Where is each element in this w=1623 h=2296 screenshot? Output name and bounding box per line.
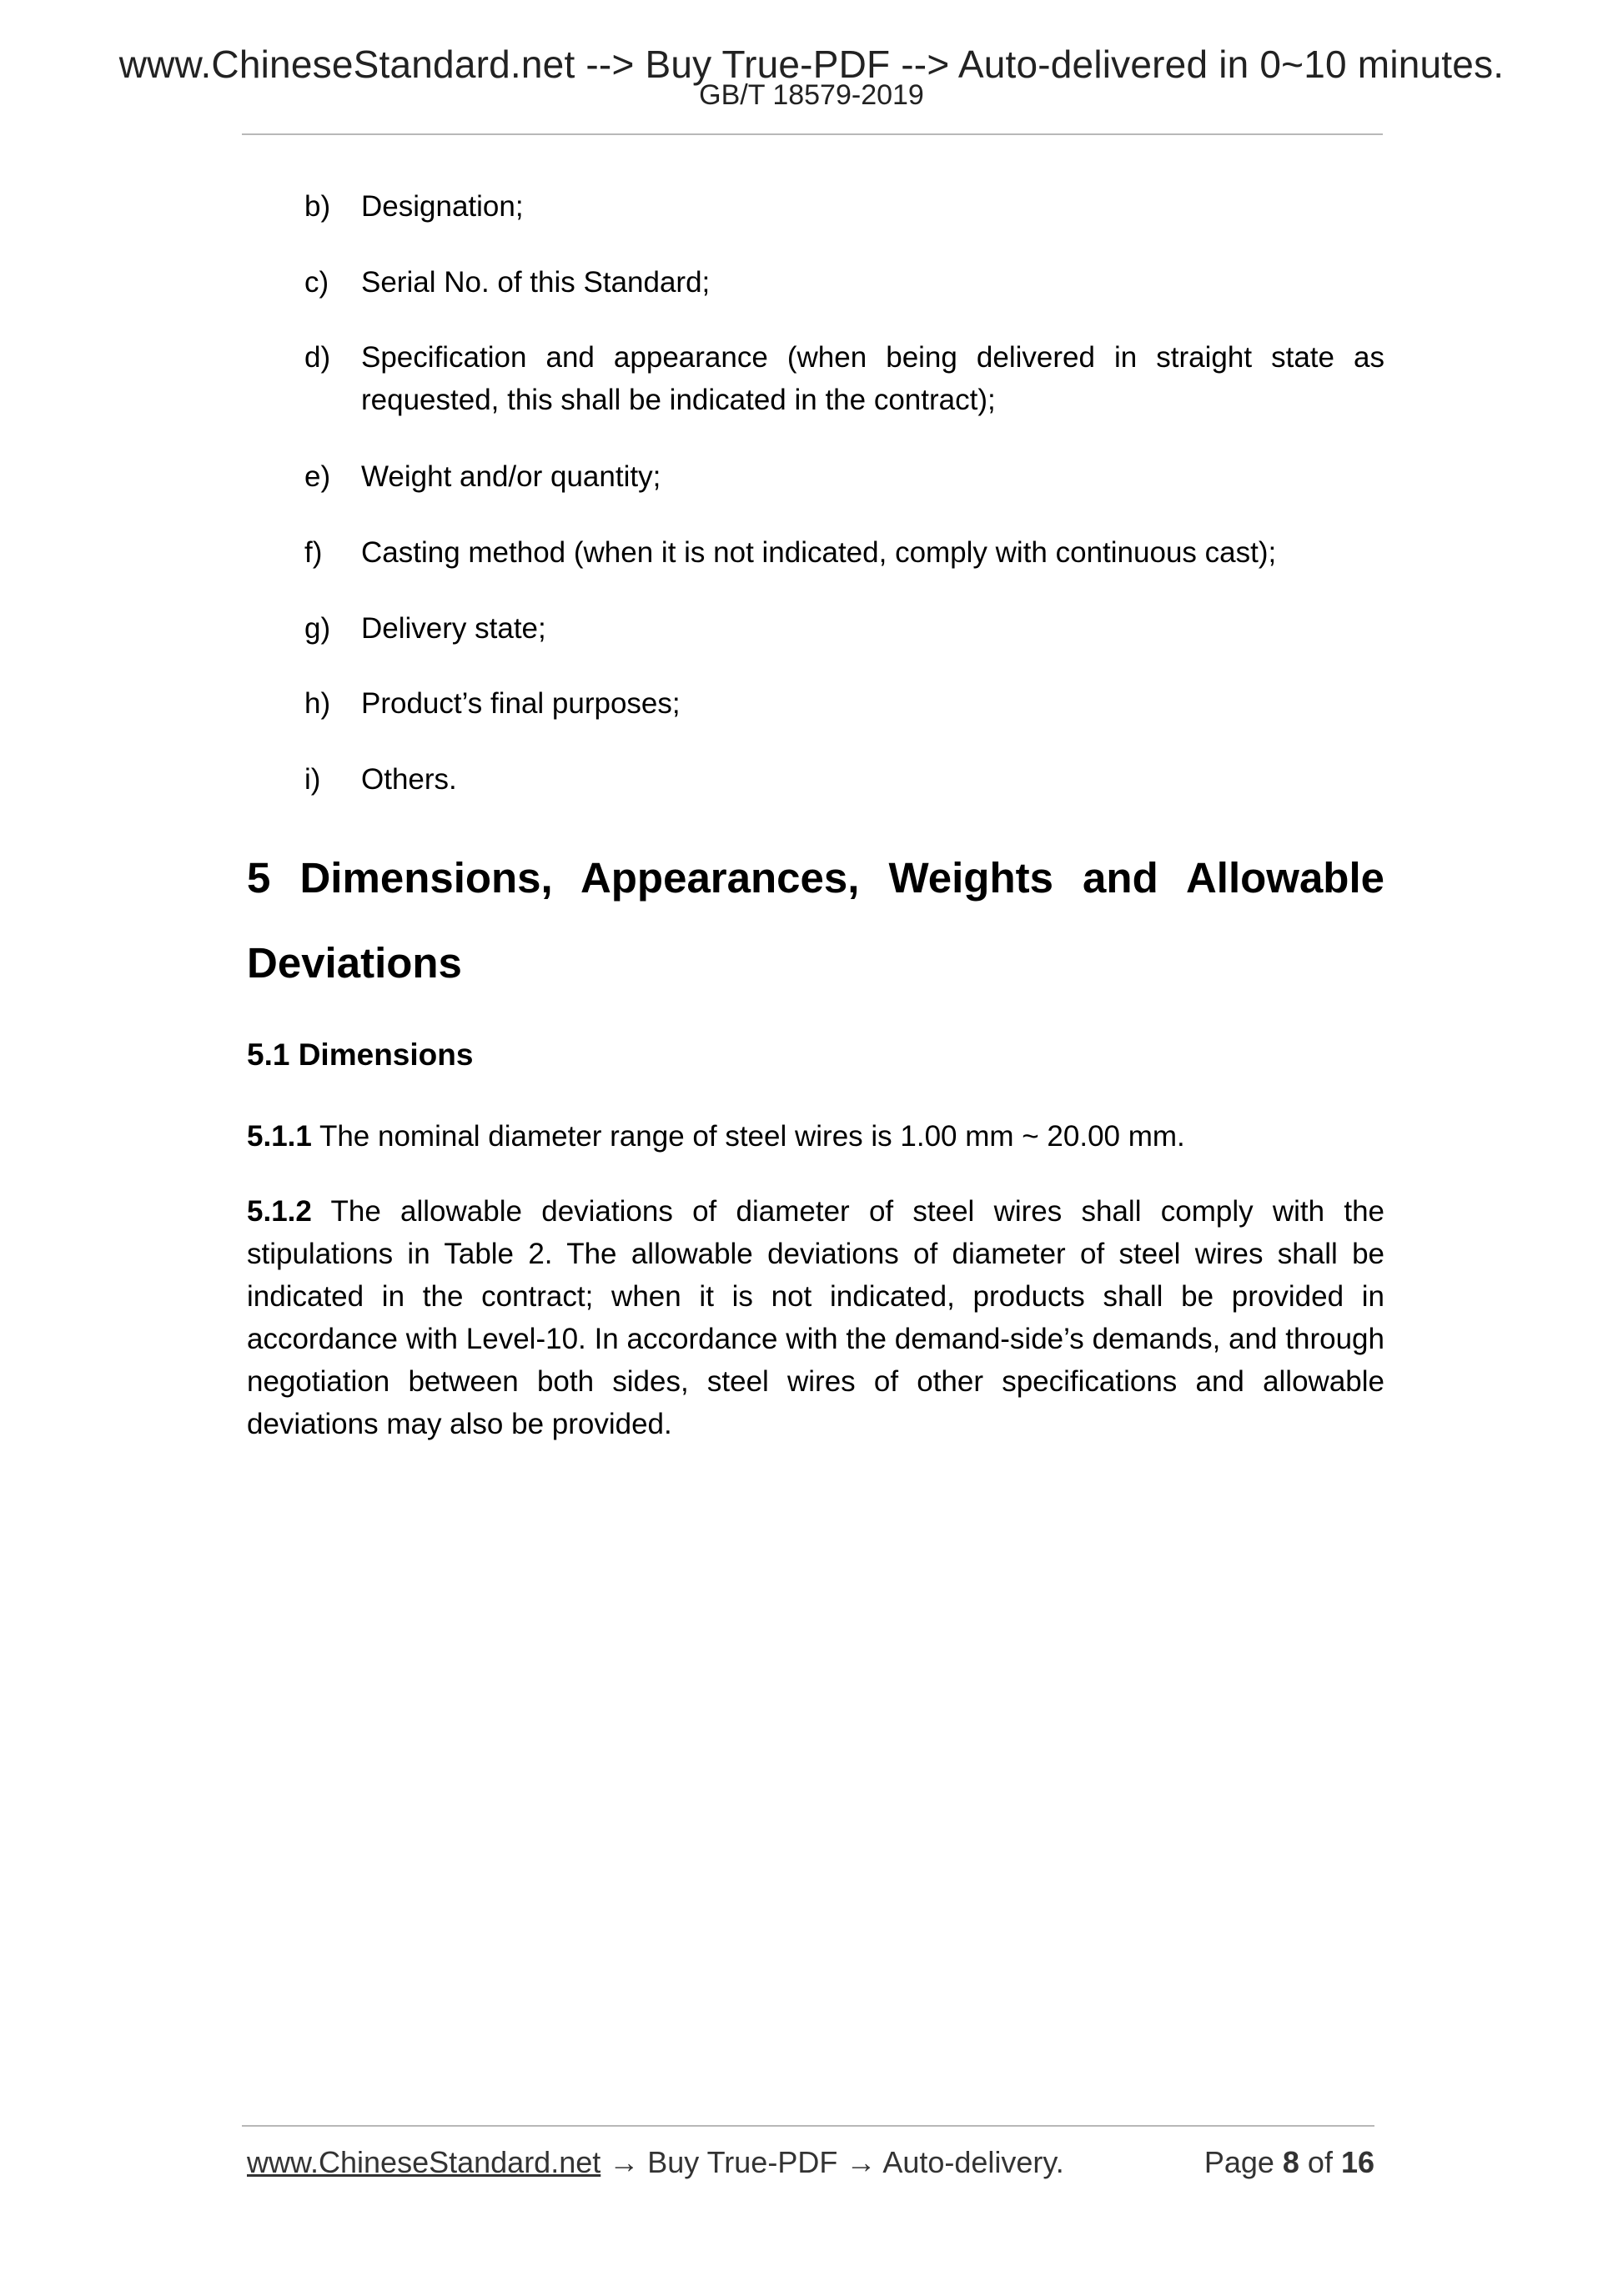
clause-5-1-2 [247,1190,1384,1445]
header-divider [242,133,1383,135]
page-label: Page [1203,2145,1283,2179]
list-item [304,758,1384,801]
list-marker: g) [304,612,331,645]
footer-promo [247,2145,1064,2180]
list-marker: b) [304,190,331,223]
list-marker: f) [304,536,323,569]
list-marker: e) [304,460,331,493]
total-pages: 16 [1340,2145,1374,2179]
section-5-heading [247,836,1384,1006]
list-item [304,261,1384,304]
of-label: of [1299,2145,1341,2179]
section-5-heading-line-1: 5 Dimensions, Appearances, Weights and Allowable [247,854,1384,902]
footer-tagline: → Buy True-PDF → Auto-delivery. [600,2145,1064,2179]
list-item-text: Serial No. of this Standard; [361,266,711,299]
list-item-text: Product’s final purposes; [361,687,681,720]
page-indicator [1204,2145,1374,2180]
standard-code: GB/T 18579-2019 [699,79,924,111]
section-5-heading-line-2: Deviations [247,939,462,987]
list-item [304,682,1384,725]
list-item-text: Others. [361,763,457,796]
list-item [304,607,1384,650]
section-5-1-heading: 5.1 Dimensions [247,1037,474,1072]
list-item [304,531,1384,574]
clause-5-1-1 [247,1115,1384,1158]
list-marker: i) [304,763,321,796]
list-marker: d) [304,341,331,374]
list-marker: c) [304,266,329,299]
list-item-text: Weight and/or quantity; [361,460,661,493]
list-item [304,185,1384,228]
list-marker: h) [304,687,331,720]
footer-divider [242,2125,1374,2127]
page-number: 8 [1282,2145,1299,2179]
list-item-text: Specification and appearance (when being delivered in straight state as requested, this shall be indicated in the contract); [361,341,1384,416]
clause-number: 5.1.2 [247,1195,312,1228]
top-banner: www.ChineseStandard.net --> Buy True-PDF --> Auto-delivered in 0~10 minutes. [118,43,1505,86]
list-item-text: Designation; [361,190,524,223]
list-item [304,455,1384,498]
list-item [304,336,1384,421]
list-item-text: Casting method (when it is not indicated, comply with continuous cast); [361,536,1277,569]
list-item-text: Delivery state; [361,612,546,645]
clause-text: The allowable deviations of diameter of steel wires shall comply with the stipulations in Table 2. The allowable deviations of diameter of steel wires shall be indicated in the contract; when it is not indicated, products shall be provided in accordance with Level-10. In accordance with the demand-side’s demands, and through negotiation between both sides, steel wires of other specifications and allowable deviations may also be provided. [247,1195,1384,1440]
footer-site-link[interactable]: www.ChineseStandard.net [247,2145,601,2179]
clause-text: The nominal diameter range of steel wires is 1.00 mm ~ 20.00 mm. [311,1120,1185,1153]
clause-number: 5.1.1 [247,1120,312,1153]
